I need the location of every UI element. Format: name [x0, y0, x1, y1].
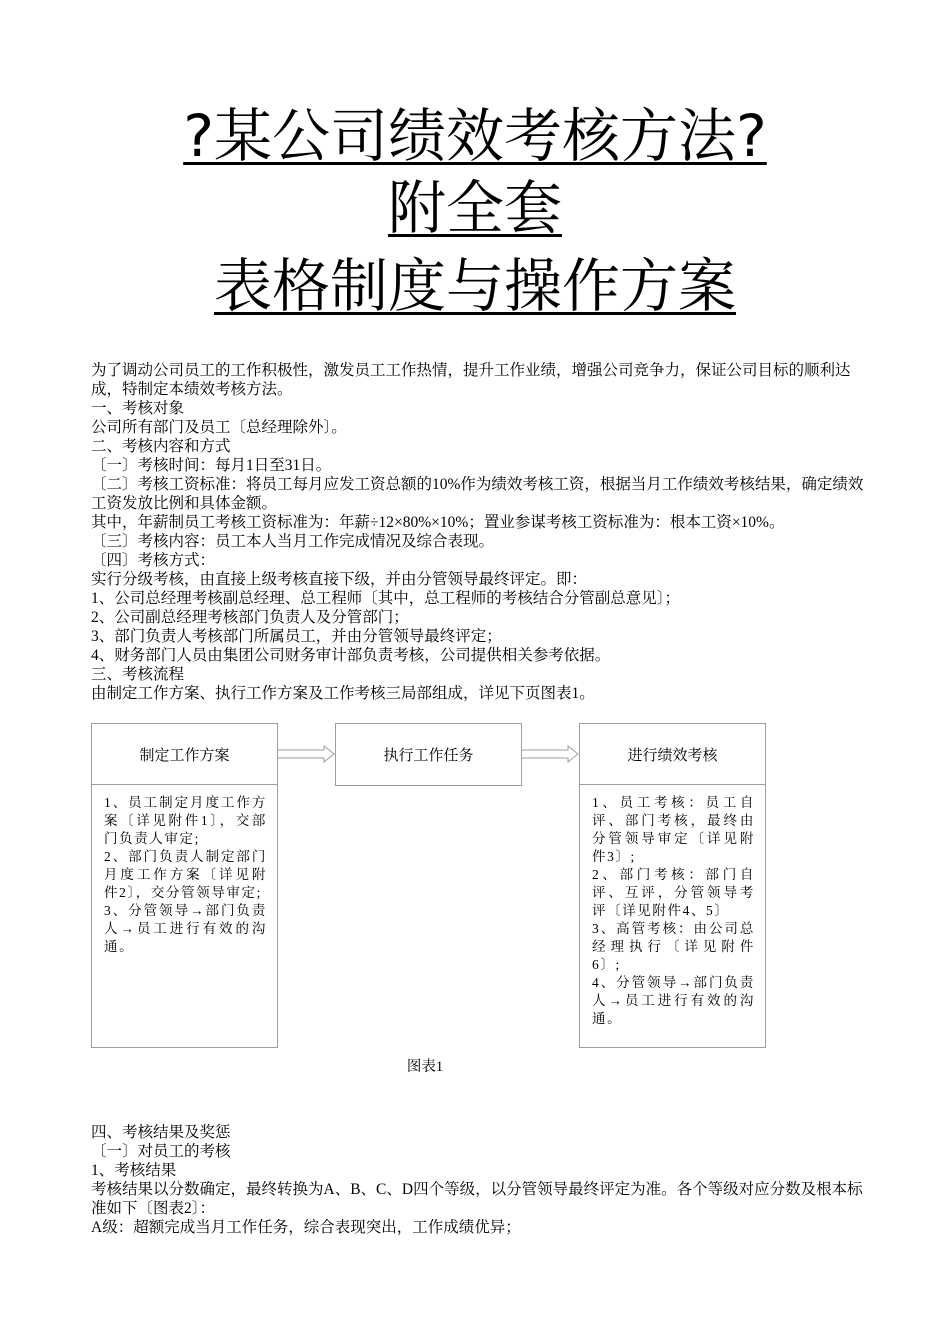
- list-item: 3、部门负责人考核部门所属员工，并由分管领导最终评定；: [91, 628, 502, 645]
- document-title-line-1: ?某公司绩效考核方法?: [183, 102, 767, 170]
- paragraph: 〔一〕对员工的考核: [91, 1143, 231, 1160]
- flow-box-evaluate: [579, 723, 766, 1048]
- paragraph: 〔二〕考核工资标准：将员工每月应发工资总额的10%作为绩效考核工资，根据当月工作绩效考核结果，确定绩效工资发放比例和具体金额。: [91, 476, 864, 512]
- list-item: 4、财务部门人员由集团公司财务审计部负责考核，公司提供相关参考依据。: [91, 647, 611, 664]
- list-item: 3、高管考核：由公司总经理执行〔详见附件6〕;: [592, 921, 755, 972]
- flow-arrow-icon: [278, 745, 336, 763]
- list-item: 1、公司总经理考核副总经理、总工程师〔其中，总工程师的考核结合分管副总意见〕；: [91, 590, 681, 607]
- flow-box-evaluate-title: 进行绩效考核: [627, 745, 718, 764]
- list-item: 3、分管领导→部门负责人→员工进行有效的沟通。: [104, 903, 267, 954]
- paragraph: 其中，年薪制员工考核工资标准为：年薪÷12×80%×10%；置业参谋考核工资标准为：根本工资×10%。: [91, 514, 785, 531]
- section-heading: 四、考核结果及奖惩: [91, 1124, 231, 1141]
- list-item: 2、部门负责人制定部门月度工作方案〔详见附件2〕，交分管领导审定;: [104, 849, 267, 900]
- paragraph: 〔四〕考核方式：: [91, 552, 216, 569]
- section-heading: 一、考核对象: [91, 400, 185, 417]
- flow-box-execute-title: 执行工作任务: [383, 745, 474, 764]
- list-item: 1、员工制定月度工作方案〔详见附件1〕，交部门负责人审定;: [104, 795, 267, 846]
- intro-paragraph: 为了调动公司员工的工作积极性，激发员工工作热情，提升工作业绩，增强公司竞争力，保证公司目标的顺利达成，特制定本绩效考核方法。: [91, 362, 851, 398]
- document-title-line-3: 表格制度与操作方案: [213, 252, 736, 320]
- section-heading: 二、考核内容和方式: [91, 438, 231, 455]
- flow-box-execute: [335, 723, 522, 786]
- list-item: 2、公司副总经理考核部门负责人及分管部门；: [91, 609, 409, 626]
- paragraph: 由制定工作方案、执行工作方案及工作考核三局部组成，详见下页图表1。: [91, 685, 595, 702]
- flow-box-plan: [91, 723, 278, 1048]
- flow-box-evaluate-content: [580, 784, 765, 1028]
- intro-section: [91, 361, 869, 703]
- flow-box-plan-content: [92, 784, 277, 956]
- results-section: [91, 1123, 869, 1237]
- document-title-line-2: 附全套: [387, 174, 562, 242]
- paragraph: 实行分级考核，由直接上级考核直接下级，并由分管领导最终评定。即：: [91, 571, 588, 588]
- paragraph: 1、考核结果: [91, 1162, 177, 1179]
- paragraph: 〔三〕考核内容：员工本人当月工作完成情况及综合表现。: [91, 533, 495, 550]
- flow-box-plan-title: 制定工作方案: [139, 745, 230, 764]
- figure-caption: 图表1: [406, 1059, 444, 1075]
- list-item: 4、分管领导→部门负责人→员工进行有效的沟通。: [592, 975, 755, 1026]
- list-item: 2、部门考核：部门自评、互评，分管领导考评〔详见附件4、5〕: [592, 867, 755, 918]
- paragraph: 〔一〕考核时间：每月1日至31日。: [91, 457, 332, 474]
- flow-arrow-icon: [522, 745, 580, 763]
- paragraph: 考核结果以分数确定，最终转换为A、B、C、D四个等级，以分管领导最终评定为准。各个等级对应分数及根本标准如下〔图表2〕：: [91, 1181, 863, 1217]
- paragraph: 公司所有部门及员工〔总经理除外〕。: [91, 419, 347, 436]
- list-item: 1、员工考核：员工自评、部门考核，最终由分管领导审定〔详见附件3〕;: [592, 795, 755, 864]
- paragraph: A级：超额完成当月工作任务，综合表现突出，工作成绩优异；: [91, 1219, 521, 1236]
- section-heading: 三、考核流程: [91, 666, 185, 683]
